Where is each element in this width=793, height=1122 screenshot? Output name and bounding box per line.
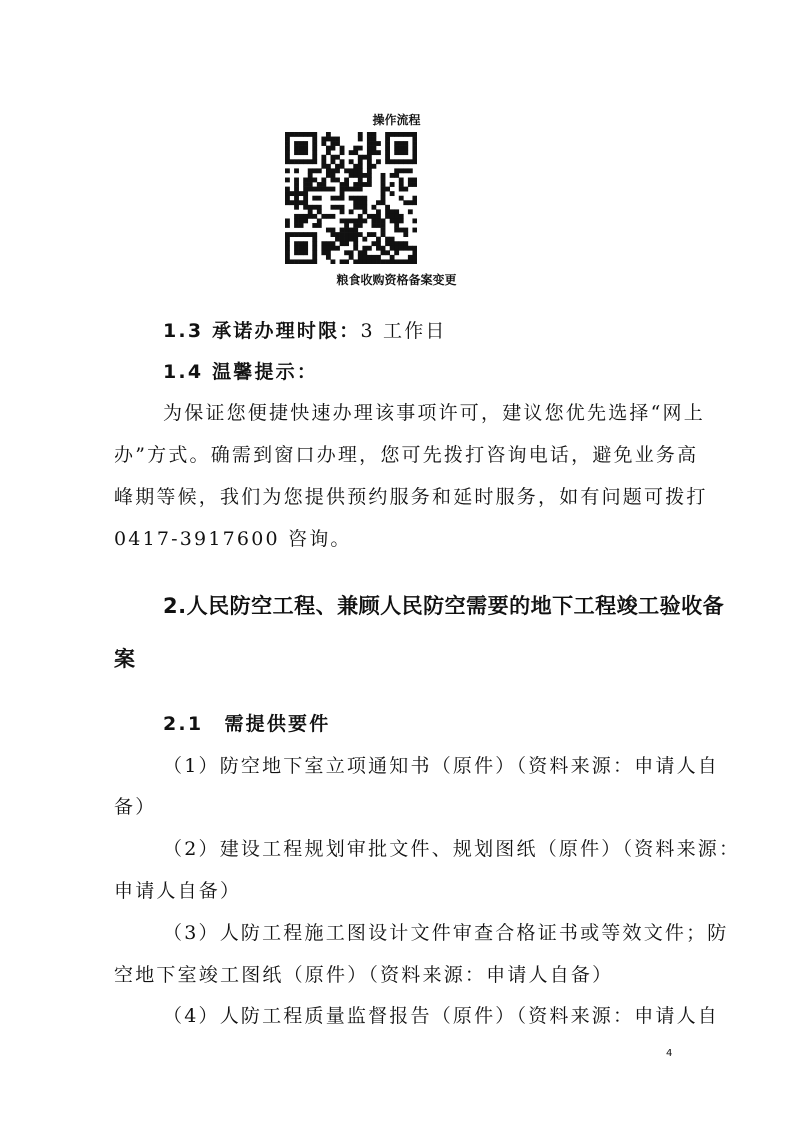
- paragraph-line: 0417-3917600 咨询。: [114, 528, 352, 550]
- list-item-cont: 空地下室竣工图纸（原件）（资料来源：申请人自备）: [114, 964, 614, 986]
- page-number: 4: [666, 1048, 673, 1059]
- section-1-3-value: 3 工作日: [360, 320, 447, 342]
- section-2-1-heading: 2.1 需提供要件: [163, 713, 331, 735]
- qr-caption-bottom: 粮食收购资格备案变更: [336, 273, 457, 287]
- qr-code: [285, 132, 417, 264]
- section-1-3-heading: 1.3 承诺办理时限：: [163, 320, 361, 342]
- section-1-3-row: [163, 316, 447, 343]
- paragraph-line: 峰期等候，我们为您提供预约服务和延时服务，如有问题可拨打: [114, 486, 708, 508]
- section-2-title-cont: 案: [114, 647, 136, 671]
- list-item: （2）建设工程规划审批文件、规划图纸（原件）（资料来源：: [163, 838, 741, 860]
- list-item: （1）防空地下室立项通知书（原件）（资料来源：申请人自: [163, 755, 719, 777]
- section-1-4-heading: 1.4 温馨提示：: [163, 361, 319, 383]
- list-item-cont: 备）: [114, 796, 157, 818]
- list-item: （3）人防工程施工图设计文件审查合格证书或等效文件；防: [163, 922, 729, 944]
- list-item: （4）人防工程质量监督报告（原件）（资料来源：申请人自: [163, 1005, 719, 1027]
- list-item-cont: 申请人自备）: [114, 880, 242, 902]
- qr-code-image: [285, 132, 417, 264]
- qr-caption-top: 操作流程: [372, 113, 421, 127]
- paragraph-line: 办”方式。确需到窗口办理，您可先拨打咨询电话，避免业务高: [114, 444, 699, 466]
- paragraph-line: 为保证您便捷快速办理该事项许可，建议您优先选择“网上: [163, 402, 705, 424]
- section-2-title: 2.人民防空工程、兼顾人民防空需要的地下工程竣工验收备: [163, 594, 725, 618]
